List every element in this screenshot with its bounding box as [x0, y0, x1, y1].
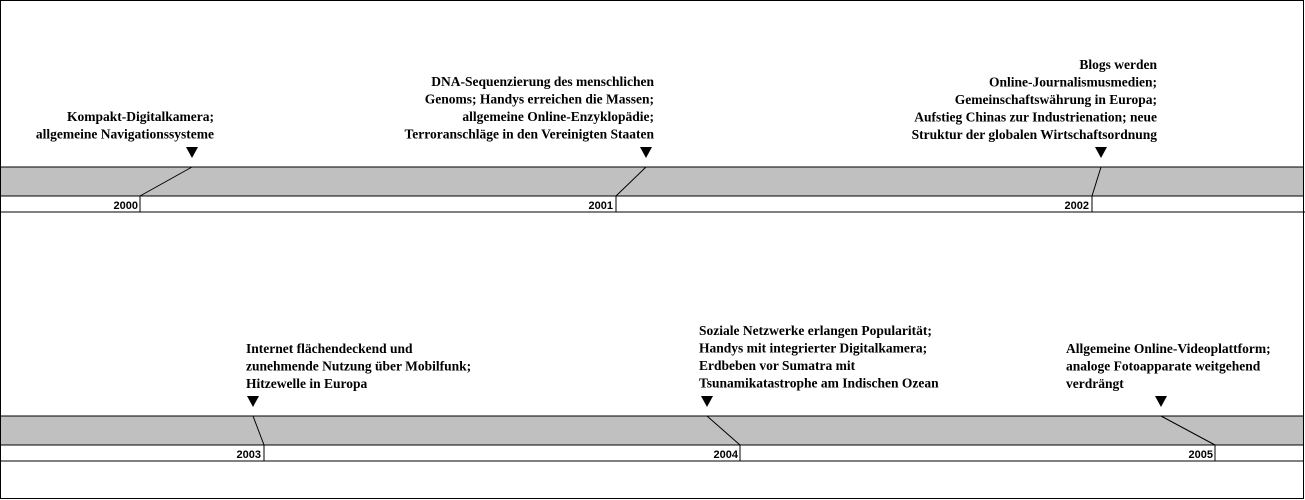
timeline-row-1 [0, 167, 1305, 212]
event-description-line: Allgemeine Online-Videoplattform; [1066, 341, 1271, 356]
event-description-line: Erdbeben vor Sumatra mit [699, 358, 856, 373]
arrow-down-icon [186, 147, 198, 158]
arrow-down-icon [640, 147, 652, 158]
year-band [1, 196, 1304, 212]
event-description [699, 323, 939, 391]
event-description-line: Struktur der globalen Wirtschaftsordnung [911, 127, 1157, 142]
event-description-line: verdrängt [1066, 376, 1124, 391]
event-description-line: Blogs werden [1079, 57, 1157, 72]
event-description-line: DNA-Sequenzierung des menschlichen [431, 74, 654, 89]
event-description [912, 57, 1158, 142]
event-description-line: Kompakt-Digitalkamera; [67, 109, 214, 124]
event-description-line: Terroranschläge in den Vereinigten Staaten [404, 126, 654, 142]
year-label: 2000 [113, 200, 138, 212]
event-description-line: allgemeine Online-Enzyklopädie; [462, 109, 654, 124]
event-description [404, 74, 654, 142]
event-description-line: Handys mit integrierter Digitalkamera; [699, 340, 928, 356]
year-band [1, 445, 1304, 461]
event-description [1066, 341, 1271, 391]
arrow-down-icon [247, 396, 259, 407]
event-description [246, 341, 471, 391]
year-label: 2003 [236, 449, 261, 461]
event-description-line: Gemeinschaftswährung in Europa; [954, 92, 1157, 107]
event-description-line: Soziale Netzwerke erlangen Popularität; [699, 323, 932, 338]
year-label: 2005 [1188, 449, 1213, 461]
year-label: 2004 [713, 449, 738, 461]
event-description [36, 109, 214, 142]
event-description-line: allgemeine Navigationssysteme [35, 126, 214, 142]
timeline-row-2 [1, 416, 1304, 461]
event-description-line: zunehmende Nutzung über Mobilfunk; [246, 358, 472, 374]
timeline-bar [1, 416, 1304, 445]
event-description-line: Internet flächendeckend und [246, 341, 413, 356]
arrow-down-icon [1095, 147, 1107, 158]
arrow-down-icon [1155, 396, 1167, 407]
event-description-line: Genoms; Handys erreichen die Massen; [424, 91, 654, 107]
event-description-line: Tsunamikatastrophe am Indischen Ozean [699, 375, 939, 391]
events-layer [36, 57, 1271, 461]
event-description-line: Online-Journalismusmedien; [988, 74, 1157, 90]
timeline-bar [1, 167, 1304, 196]
event-description-line: Hitzewelle in Europa [246, 376, 368, 391]
arrow-down-icon [701, 396, 713, 407]
event-description-line: analoge Fotoapparate weitgehend [1066, 358, 1261, 374]
year-label: 2002 [1064, 200, 1089, 212]
event-description-line: Aufstieg Chinas zur Industrienation; neue [914, 109, 1157, 125]
year-label: 2001 [588, 200, 613, 212]
